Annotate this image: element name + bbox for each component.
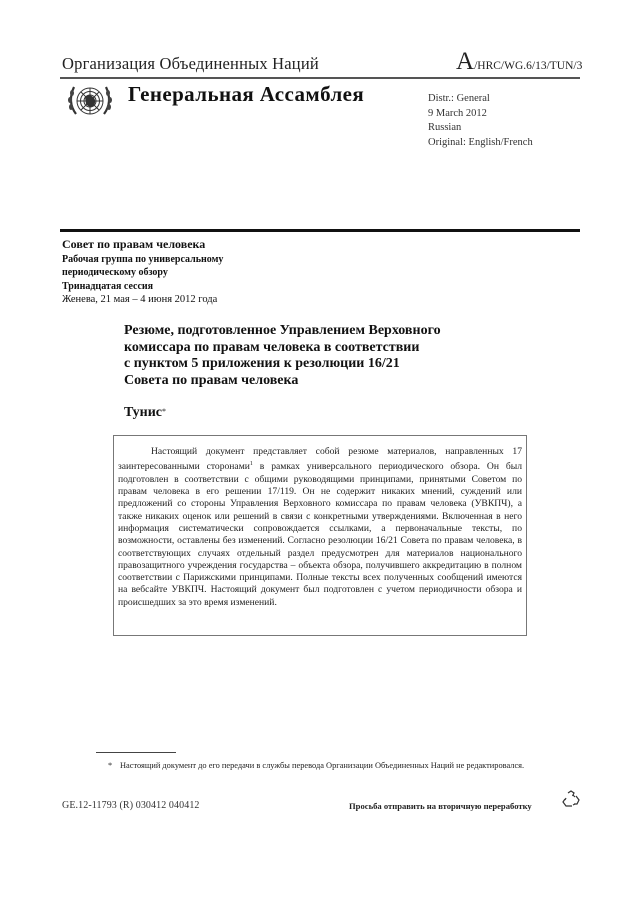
summary-title-line4: Совета по правам человека <box>124 372 299 388</box>
recycle-icon <box>560 789 582 811</box>
working-group-line1: Рабочая группа по универсальному <box>62 253 224 265</box>
symbol-code: /HRC/WG.6/13/TUN/3 <box>474 60 583 72</box>
section-rule <box>60 229 580 232</box>
footnote-ref-1[interactable]: 1 <box>249 461 253 468</box>
footnote-rule <box>96 752 176 753</box>
original-line: Original: English/French <box>428 136 533 148</box>
summary-title-line1: Резюме, подготовленное Управлением Верховного <box>124 323 441 338</box>
footnote <box>108 760 528 772</box>
session: Тринадцатая сессия <box>62 280 154 292</box>
council-name: Совет по правам человека <box>62 237 206 251</box>
document-code: GE.12-11793 (R) 030412 040412 <box>62 800 200 811</box>
distr-line: Distr.: General <box>428 93 490 104</box>
abstract-text-part1: Настоящий документ представляет собой резюме материалов, направленных 17 заинтересованными сторонами <box>118 446 522 473</box>
abstract-box <box>113 435 527 636</box>
summary-title <box>124 323 504 389</box>
abstract-text <box>118 446 522 609</box>
abstract-text-part2: в рамках универсального периодического обзора. Он был подготовлен в соответствии с общими руководящими принципами, принятыми Советом по правам человека в его решении 17/119. Он не содержит никаких мнений, суждений или предложений со стороны Управления Верховного комиссара по правам человека (УВКПЧ), а также никаких оценок или решений в связи с конкретными утверждениями. Включенная в него информация систематически сопровождается ссылками, а первоначальные тексты, по возможности, оставлены без изменений. Согласно резолюции 16/21 Совета по правам человека, в соответствующих случаях отдельный раздел предусмотрен для материалов национального правозащитного учреждения государства – объекта обзора, получившего аккредитацию в полном соответствии с Парижскими принципами. Полные тексты всех полученных сообщений имеются на вебсайте УВКПЧ. Настоящий документ был подготовлен с учетом периодичности обзора и происшедших за это время изменений. <box>118 461 522 608</box>
country-heading <box>124 405 166 421</box>
working-group-line2: периодическому обзору <box>62 267 168 278</box>
summary-title-line3: с пунктом 5 приложения к резолюции 16/21 <box>124 356 400 371</box>
recycle-text: Просьба отправить на вторичную переработку <box>349 801 532 811</box>
footnote-mark: * <box>108 761 113 770</box>
footnote-text: Настоящий документ до его передачи в службы перевода Организации Объединенных Наций не редактировался. <box>120 761 525 770</box>
assembly-title: Генеральная Ассамблея <box>128 82 365 106</box>
organization-name: Организация Объединенных Наций <box>62 54 319 73</box>
council-block <box>62 238 223 307</box>
distribution-block <box>428 92 533 150</box>
country-name: Тунис <box>124 405 162 420</box>
country-footnote-mark[interactable]: * <box>162 407 166 416</box>
language-line: Russian <box>428 122 462 133</box>
header-rule <box>60 77 580 79</box>
location-dates: Женева, 21 мая – 4 июня 2012 года <box>62 294 218 305</box>
summary-title-line2: комиссара по правам человека в соответствии <box>124 339 420 355</box>
un-emblem-icon <box>64 81 116 121</box>
date-line: 9 March 2012 <box>428 107 487 119</box>
document-symbol <box>456 48 583 75</box>
symbol-letter: A <box>456 48 475 75</box>
